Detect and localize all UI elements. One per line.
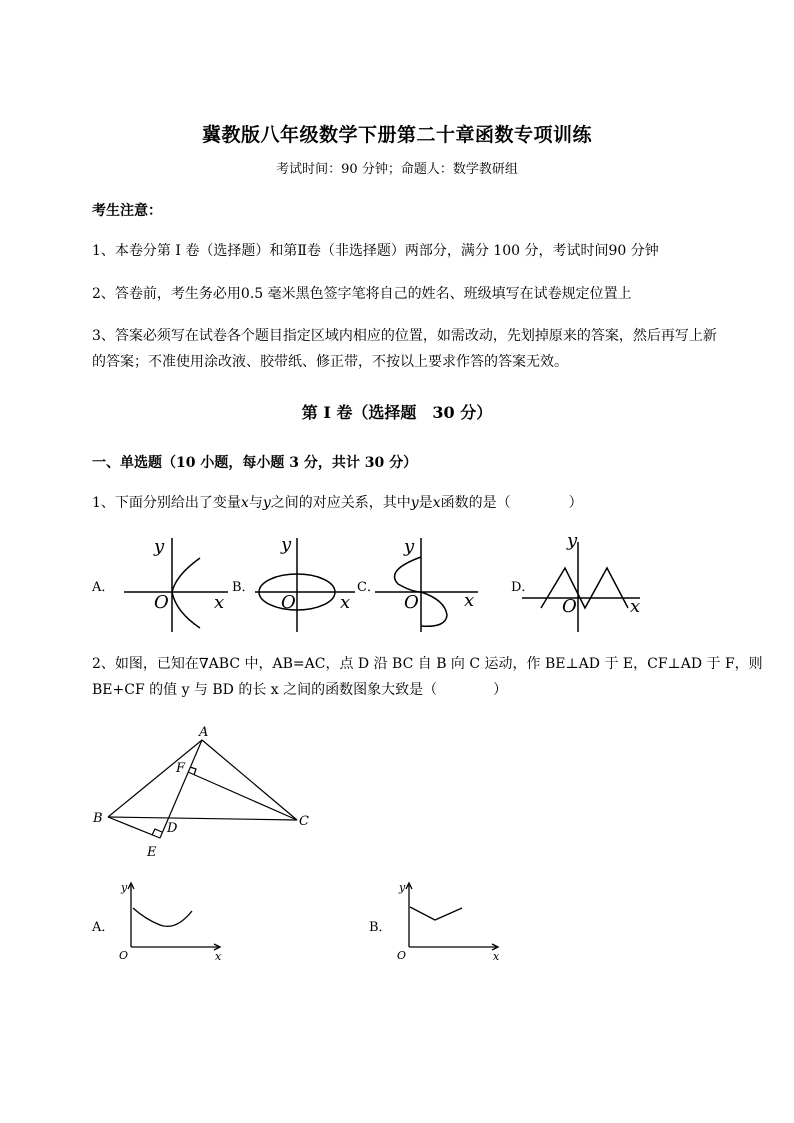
section-title: 第 I 卷（选择题 30 分）	[301, 403, 493, 422]
q1c-origin-label: O	[404, 592, 419, 613]
q1d-y-label: y	[567, 530, 578, 551]
notice-item-3-line-2: 的答案；不准使用涂改液、胶带纸、修正带，不按以上要求作答的答案无效。	[92, 354, 568, 370]
q1c-y-label: y	[404, 536, 415, 557]
side-bc	[108, 817, 297, 820]
exam-info: 考试时间：90 分钟；命题人：数学教研组	[276, 162, 518, 177]
point-c-label: C	[299, 814, 309, 829]
q2b-x-label: x	[493, 950, 500, 963]
q1a-origin-label: O	[154, 592, 169, 613]
q2-triangle-figure	[0, 720, 794, 870]
q1b-x-label: x	[340, 592, 351, 613]
point-f-label: F	[176, 761, 186, 776]
q1-option-b-label: B．	[232, 580, 255, 595]
q2b-polyline	[410, 907, 462, 920]
right-angle-mark-e	[152, 829, 162, 835]
q2a-x-label: x	[215, 950, 222, 963]
q2-option-a-label: A．	[92, 920, 115, 935]
question-2-line-2: BE+CF 的值 y 与 BD 的长 x 之间的函数图象大致是（ ）	[92, 682, 508, 698]
notice-heading: 考生注意：	[92, 203, 162, 219]
point-e-label: E	[147, 845, 157, 860]
q1a-y-label: y	[154, 536, 165, 557]
point-b-label: B	[93, 811, 103, 826]
question-2-line-1: 2、如图，已知在∇ABC 中，AB=AC，点 D 沿 BC 自 B 向 C 运动，作 BE⊥AD 于 E，CF⊥AD 于 F，则	[92, 656, 763, 672]
q2a-curve	[133, 908, 192, 926]
q2b-origin-label: O	[397, 949, 407, 962]
point-a-label: A	[199, 725, 209, 740]
side-ab	[108, 740, 202, 817]
q1b-y-label: y	[281, 534, 292, 555]
q2-option-graphs	[0, 875, 794, 970]
question-1-text: 1、下面分别给出了变量x与y之间的对应关系，其中y是x函数的是（ ）	[92, 495, 583, 511]
q1-option-a-label: A．	[92, 580, 115, 595]
segment-cf	[188, 772, 297, 820]
part-heading: 一、单选题（10 小题，每小题 3 分，共计 30 分）	[92, 455, 418, 471]
notice-item-3-line-1: 3、答案必须写在试卷各个题目指定区域内相应的位置，如需改动，先划掉原来的答案，然后再写上新	[92, 328, 717, 344]
notice-item-1: 1、本卷分第 I 卷（选择题）和第Ⅱ卷（非选择题）两部分，满分 100 分，考试时间90 分钟	[92, 243, 659, 259]
q1a-curve	[172, 558, 200, 628]
q1d-x-label: x	[630, 596, 641, 617]
q1b-origin-label: O	[281, 592, 296, 613]
page-title: 冀教版八年级数学下册第二十章函数专项训练	[201, 124, 592, 146]
q2a-y-label: y	[121, 881, 128, 894]
q2-option-b-label: B．	[369, 920, 392, 935]
q2b-y-label: y	[399, 881, 406, 894]
notice-item-2: 2、答卷前，考生务必用0.5 毫米黑色签字笔将自己的姓名、班级填写在试卷规定位置上	[92, 286, 632, 302]
q1c-x-label: x	[464, 590, 475, 611]
q1d-zigzag	[541, 568, 628, 608]
q1-option-d-label: D．	[511, 580, 535, 595]
q1a-x-label: x	[214, 592, 225, 613]
q1d-origin-label: O	[562, 596, 577, 617]
side-ac	[202, 740, 297, 820]
q2a-origin-label: O	[119, 949, 129, 962]
point-d-label: D	[167, 821, 178, 836]
q1-graphs	[0, 520, 794, 635]
q1-option-c-label: C．	[357, 580, 380, 595]
